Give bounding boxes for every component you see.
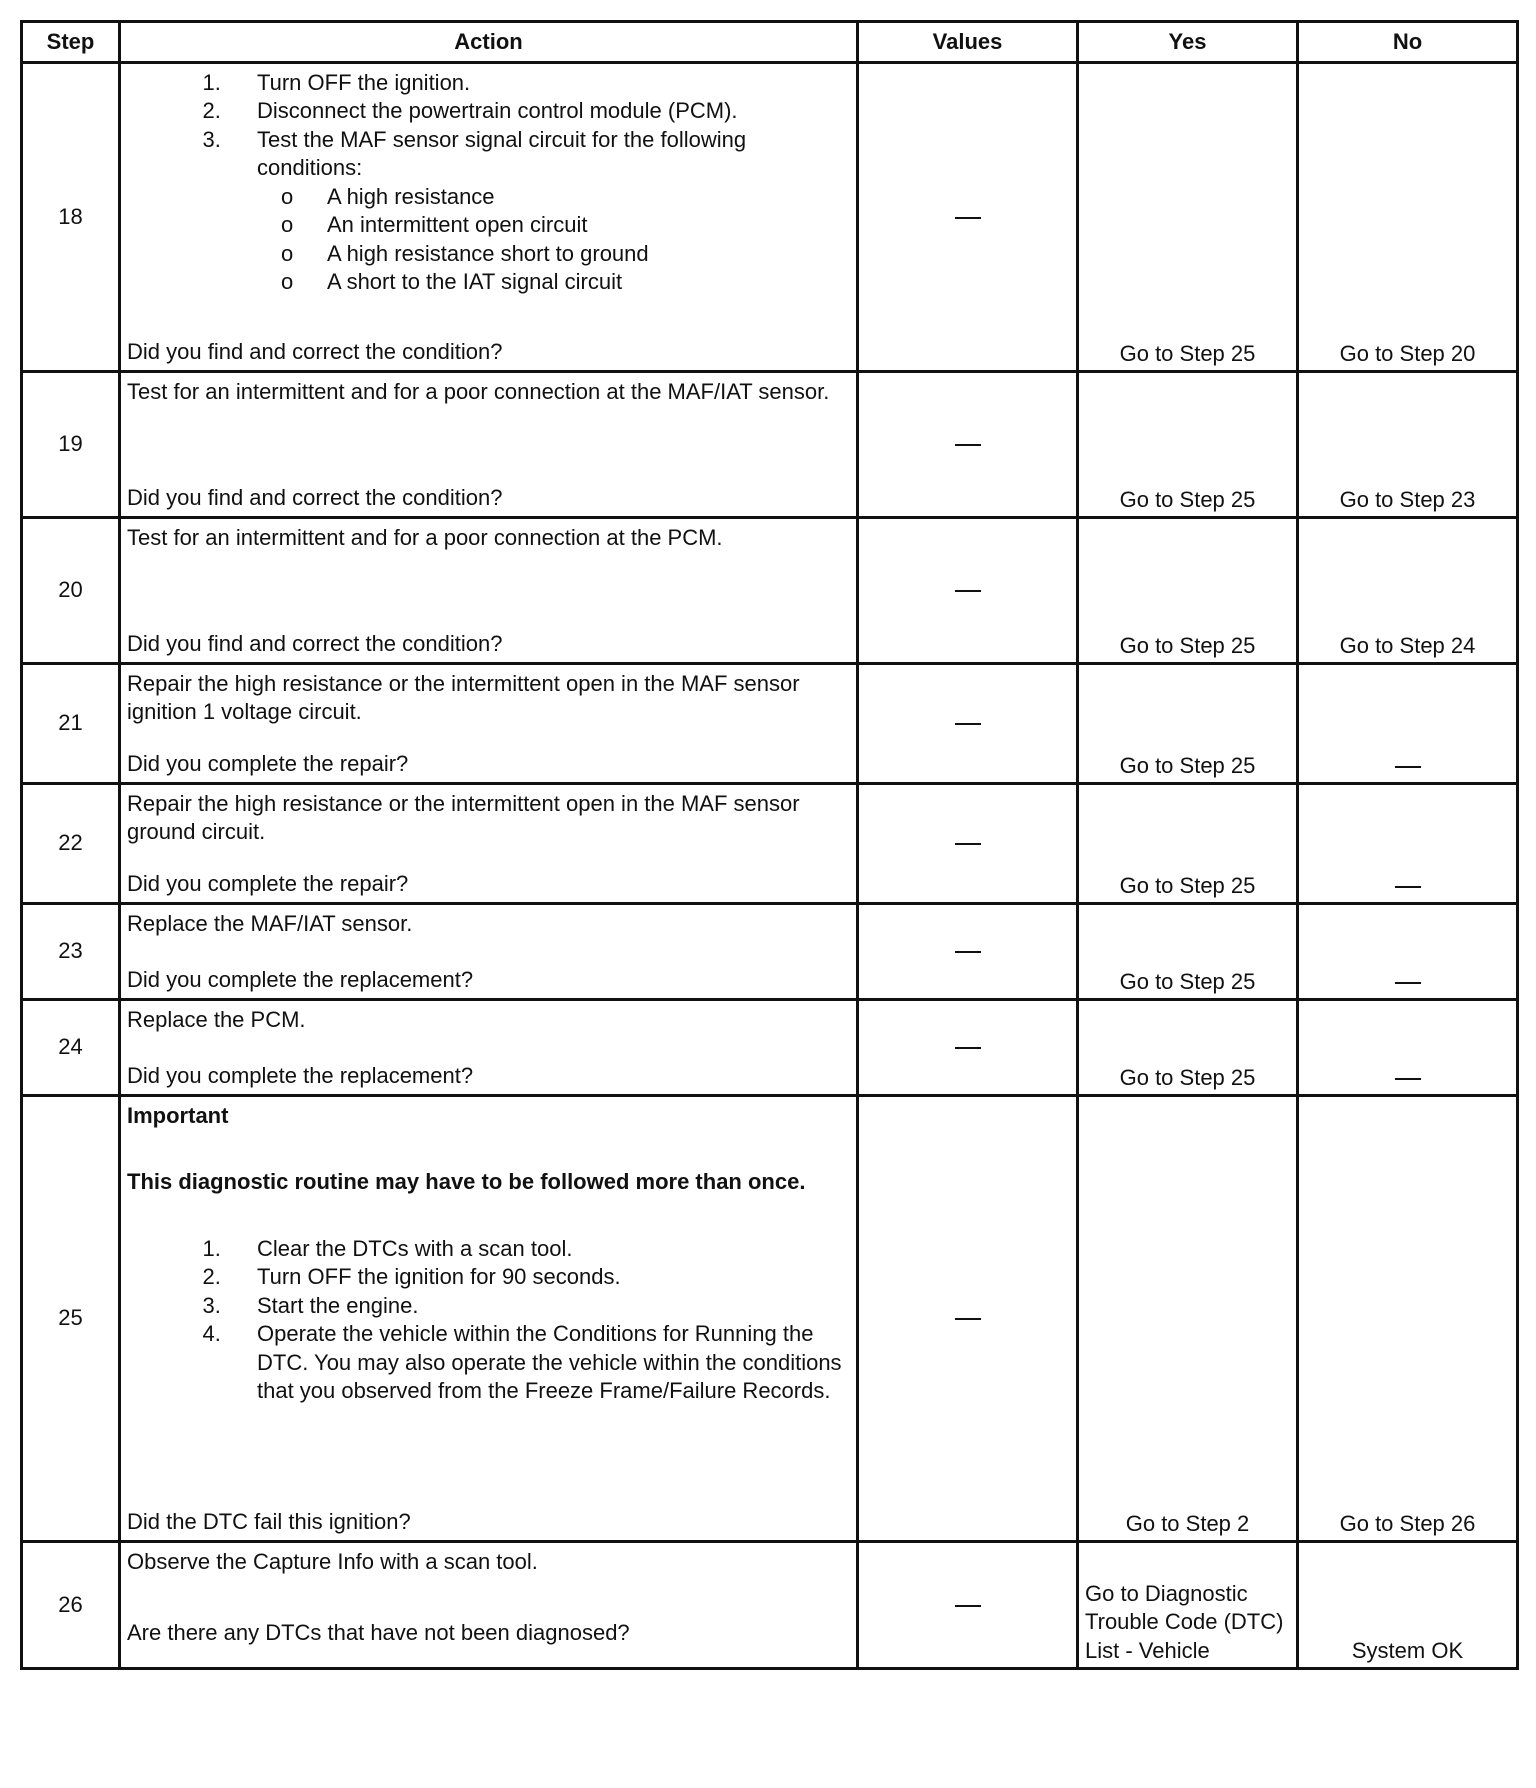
step-number: 25 — [22, 1096, 120, 1542]
yes-cell: Go to Step 25 — [1078, 664, 1298, 784]
dash-mark — [955, 1605, 981, 1607]
step-number: 20 — [22, 518, 120, 664]
no-cell — [1298, 1000, 1518, 1096]
list-item: 1. Turn OFF the ignition. — [227, 69, 848, 98]
dash-mark — [1395, 766, 1421, 768]
no-cell — [1298, 664, 1518, 784]
list-item: o A high resistance short to ground — [281, 240, 649, 266]
condition-list — [127, 183, 848, 297]
question: Did you complete the replacement? — [127, 1063, 474, 1088]
step-number: 21 — [22, 664, 120, 784]
table-row — [22, 664, 1518, 784]
yes-cell: Go to Step 25 — [1078, 63, 1298, 372]
action-text: Test for an intermittent and for a poor connection at the PCM. — [127, 524, 723, 550]
no-cell — [1298, 904, 1518, 1000]
action-cell — [120, 1000, 858, 1096]
diagnostic-table — [20, 20, 1519, 1670]
no-cell: Go to Step 24 — [1298, 518, 1518, 664]
list-item: 2. Disconnect the powertrain control module (PCM). — [227, 97, 848, 126]
no-cell: Go to Step 20 — [1298, 63, 1518, 372]
list-item: 4. Operate the vehicle within the Conditions for Running the DTC. You may also operate the vehicle within the conditions that you observed from the Freeze Frame/Failure Records. — [227, 1320, 848, 1406]
values-cell — [858, 784, 1078, 904]
question: Are there any DTCs that have not been diagnosed? — [127, 1620, 630, 1645]
step-number: 26 — [22, 1542, 120, 1669]
dash-mark — [1395, 886, 1421, 888]
action-text: Test for an intermittent and for a poor connection at the MAF/IAT sensor. — [127, 378, 830, 404]
values-cell — [858, 63, 1078, 372]
values-cell — [858, 518, 1078, 664]
question: Did you find and correct the condition? — [127, 631, 503, 656]
table-row — [22, 63, 1518, 372]
list-item: o A short to the IAT signal circuit — [281, 269, 623, 294]
dash-mark — [1395, 1078, 1421, 1080]
question: Did you complete the replacement? — [127, 967, 474, 992]
question: Did you complete the repair? — [127, 871, 409, 896]
action-text: Repair the high resistance or the intermittent open in the MAF sensor ground circuit. — [127, 790, 800, 844]
list-item: 3. Start the engine. — [227, 1292, 848, 1321]
action-cell — [120, 664, 858, 784]
action-cell — [120, 518, 858, 664]
action-cell — [120, 372, 858, 518]
step-list — [127, 1235, 848, 1406]
action-cell — [120, 784, 858, 904]
values-cell — [858, 904, 1078, 1000]
step-list — [127, 69, 848, 183]
table-row — [22, 1000, 1518, 1096]
header-values: Values — [858, 22, 1078, 63]
dash-mark — [955, 590, 981, 592]
header-no: No — [1298, 22, 1518, 63]
header-yes: Yes — [1078, 22, 1298, 63]
important-text: This diagnostic routine may have to be followed more than once. — [127, 1169, 806, 1194]
table-row — [22, 784, 1518, 904]
list-item: 3. Test the MAF sensor signal circuit for the following conditions: — [227, 126, 848, 183]
step-number: 23 — [22, 904, 120, 1000]
yes-cell: Go to Step 2 — [1078, 1096, 1298, 1542]
list-item: o A high resistance — [281, 183, 495, 209]
yes-cell: Go to Step 25 — [1078, 1000, 1298, 1096]
question: Did the DTC fail this ignition? — [127, 1509, 411, 1534]
list-item: o An intermittent open circuit — [281, 212, 588, 237]
table-row — [22, 904, 1518, 1000]
yes-cell: Go to Step 25 — [1078, 904, 1298, 1000]
dash-mark — [955, 843, 981, 845]
table-row — [22, 518, 1518, 664]
yes-cell: Go to Step 25 — [1078, 518, 1298, 664]
header-action: Action — [120, 22, 858, 63]
table-row — [22, 1096, 1518, 1542]
dash-mark — [955, 1047, 981, 1049]
action-text: Observe the Capture Info with a scan tool. — [127, 1548, 538, 1574]
no-cell: System OK — [1298, 1542, 1518, 1669]
values-cell — [858, 664, 1078, 784]
step-number: 22 — [22, 784, 120, 904]
values-cell — [858, 1096, 1078, 1542]
dash-mark — [955, 217, 981, 219]
values-cell — [858, 372, 1078, 518]
action-cell — [120, 904, 858, 1000]
step-number: 24 — [22, 1000, 120, 1096]
action-text: Replace the PCM. — [127, 1006, 306, 1032]
action-text: Repair the high resistance or the intermittent open in the MAF sensor ignition 1 voltage circuit. — [127, 670, 800, 724]
header-row — [22, 22, 1518, 63]
list-item: 2. Turn OFF the ignition for 90 seconds. — [227, 1263, 848, 1292]
action-cell — [120, 1096, 858, 1542]
yes-cell: Go to Step 25 — [1078, 784, 1298, 904]
step-number: 18 — [22, 63, 120, 372]
list-item: 1. Clear the DTCs with a scan tool. — [227, 1235, 848, 1264]
no-cell — [1298, 784, 1518, 904]
action-cell — [120, 1542, 858, 1669]
no-cell: Go to Step 26 — [1298, 1096, 1518, 1542]
question: Did you find and correct the condition? — [127, 339, 503, 364]
action-text: Replace the MAF/IAT sensor. — [127, 910, 413, 936]
yes-cell: Go to Diagnostic Trouble Code (DTC) List - Vehicle — [1078, 1542, 1298, 1669]
dash-mark — [955, 444, 981, 446]
question: Did you complete the repair? — [127, 751, 409, 776]
table-row — [22, 1542, 1518, 1669]
important-title: Important — [127, 1102, 229, 1128]
question: Did you find and correct the condition? — [127, 485, 503, 510]
header-step: Step — [22, 22, 120, 63]
no-cell: Go to Step 23 — [1298, 372, 1518, 518]
values-cell — [858, 1542, 1078, 1669]
dash-mark — [1395, 982, 1421, 984]
table-row — [22, 372, 1518, 518]
dash-mark — [955, 723, 981, 725]
dash-mark — [955, 951, 981, 953]
action-cell — [120, 63, 858, 372]
values-cell — [858, 1000, 1078, 1096]
dash-mark — [955, 1318, 981, 1320]
yes-cell: Go to Step 25 — [1078, 372, 1298, 518]
step-number: 19 — [22, 372, 120, 518]
